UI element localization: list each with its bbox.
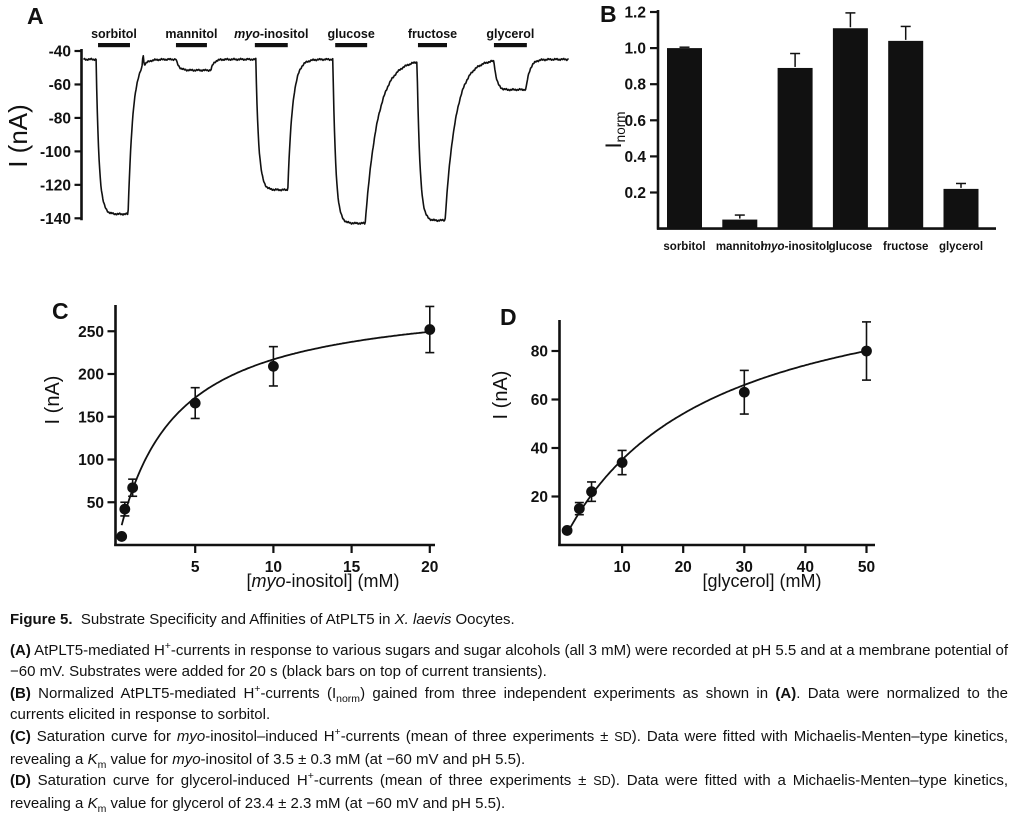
panel-a-label: A	[27, 3, 44, 29]
panel-b-y-tick-label: 1.0	[624, 40, 646, 58]
figure-caption	[10, 609, 1008, 814]
substrate-bar-myoinositol	[255, 43, 288, 47]
substrate-bar-glycerol	[494, 43, 527, 47]
panel-a-y-tick-label: -100	[39, 143, 71, 161]
substrate-label: glucose	[327, 27, 375, 41]
panel-b-y-tick-label: 1.2	[624, 4, 646, 22]
data-point	[586, 486, 597, 497]
substrate-label: sorbitol	[91, 27, 137, 41]
panel-b-label: B	[600, 1, 617, 27]
substrate-label: myo-inositol	[234, 27, 309, 41]
data-point	[116, 531, 127, 542]
panel-b-y-tick-label: 0.8	[624, 76, 646, 94]
data-point	[190, 398, 201, 409]
x-axis-title: [myo-inositol] (mM)	[246, 571, 400, 591]
bar-myoinositol	[778, 68, 813, 229]
panel-d-saturation-curve-chart	[490, 290, 950, 612]
x-tick-label: 10	[264, 559, 283, 576]
y-axis-title: I (nA)	[490, 370, 512, 420]
panel-b-y-tick-label: 0.2	[624, 185, 646, 202]
michaelis-menten-fit-curve	[122, 332, 430, 525]
panel-b-y-tick-label: 0.6	[624, 112, 646, 130]
bar-glycerol	[944, 189, 979, 229]
bar-label: glucose	[828, 241, 873, 253]
x-tick-label: 5	[190, 559, 200, 576]
panel-b-y-tick-label: 0.4	[624, 148, 646, 166]
panel-a-y-tick-label: -140	[39, 210, 71, 228]
data-point	[617, 457, 628, 468]
data-point	[739, 387, 750, 398]
data-point	[861, 346, 872, 357]
panel-b	[590, 0, 1016, 266]
x-tick-label: 50	[857, 559, 876, 576]
bar-label: sorbitol	[663, 241, 706, 253]
panel-a-y-tick-label: -40	[48, 43, 71, 61]
panel-a-y-axis-title: I (nA)	[3, 104, 33, 168]
substrate-bar-fructose	[418, 43, 447, 47]
substrate-label: fructose	[407, 27, 458, 41]
y-tick-label: 100	[78, 452, 104, 469]
substrate-label: mannitol	[165, 27, 218, 41]
caption-paragraph-c: (C) Saturation curve for myo-inositol–induced H+-currents (mean of three experiments ± SD). Data were fitted with Michaelis-Menten–type kinetics, revealing a $K_m$ value for myo-inositol of 3.5 ± 0.3 mM (at −60 mV and pH 5.5).	[10, 725, 1009, 771]
bar-label: mannitol	[715, 241, 764, 253]
y-tick-label: 200	[78, 366, 104, 384]
x-tick-label: 20	[674, 559, 692, 576]
substrate-bar-sorbitol	[98, 43, 130, 47]
data-point	[127, 482, 138, 493]
x-tick-label: 40	[796, 559, 815, 576]
panel-c-label: C	[52, 298, 69, 324]
panel-a-current-traces-chart	[0, 0, 586, 285]
data-point	[574, 503, 585, 514]
y-tick-label: 20	[530, 489, 548, 506]
y-tick-label: 60	[530, 392, 548, 409]
y-tick-label: 80	[530, 343, 548, 361]
panel-c	[40, 290, 500, 612]
panel-b-y-axis-title: Inorm	[601, 111, 628, 149]
x-tick-label: 20	[421, 559, 439, 576]
x-tick-label: 15	[342, 559, 361, 576]
michaelis-menten-fit-curve	[567, 351, 867, 535]
x-tick-label: 30	[735, 559, 753, 576]
data-point	[268, 361, 279, 372]
data-point	[119, 504, 130, 515]
panel-a-y-tick-label: -120	[39, 177, 71, 195]
bar-label: glycerol	[938, 241, 984, 253]
panel-d	[490, 290, 950, 612]
bar-fructose	[888, 41, 923, 229]
x-axis-title: [glycerol] (mM)	[702, 571, 822, 591]
substrate-bar-mannitol	[176, 43, 207, 47]
bar-label: myo-inositol	[760, 241, 830, 253]
caption-title: Figure 5. Substrate Specificity and Affinities of AtPLT5 in X. laevis Oocytes.	[10, 611, 515, 628]
bar-label: fructose	[883, 241, 929, 253]
panel-a-y-tick-label: -80	[48, 110, 71, 128]
panel-a	[0, 0, 586, 285]
caption-paragraph-a: (A) AtPLT5-mediated H+-currents in response to various sugars and sugar alcohols (all 3 mM) were recorded at pH 5.5 and at a membrane potential of −60 mV. Substrates were added for 20 s (black bars on top of current transients).	[10, 639, 1009, 681]
panel-d-label: D	[500, 304, 517, 330]
substrate-label: glycerol	[486, 27, 535, 41]
data-point	[562, 525, 573, 536]
bar-glucose	[833, 28, 868, 228]
y-tick-label: 250	[78, 323, 104, 341]
y-tick-label: 40	[530, 440, 548, 458]
panel-c-saturation-curve-chart	[40, 290, 500, 612]
y-axis-title: I (nA)	[42, 375, 64, 425]
data-point	[424, 324, 435, 335]
panel-a-y-tick-label: -60	[48, 76, 71, 94]
bar-mannitol	[722, 220, 757, 229]
current-trace	[84, 56, 568, 224]
caption-paragraph-b: (B) Normalized AtPLT5-mediated H+-currents $(I_{norm})$ gained from three independent experiments as shown in (A). Data were normalized to the currents elicited in response to sorbitol.	[10, 682, 1008, 724]
bar-sorbitol	[667, 48, 702, 229]
caption-paragraph-d: (D) Saturation curve for glycerol-induced H+-currents (mean of three experiments ± SD). Data were fitted with a Michaelis-Menten–type kinetics, revealing a $K_m$ value for glycerol of 23.4 ± 2.3 mM (at −60 mV and pH 5.5).	[10, 770, 1008, 814]
y-tick-label: 150	[78, 409, 104, 427]
panel-b-bar-chart	[590, 0, 1016, 266]
substrate-bar-glucose	[335, 43, 367, 47]
x-tick-label: 10	[613, 559, 631, 576]
y-tick-label: 50	[86, 494, 104, 512]
